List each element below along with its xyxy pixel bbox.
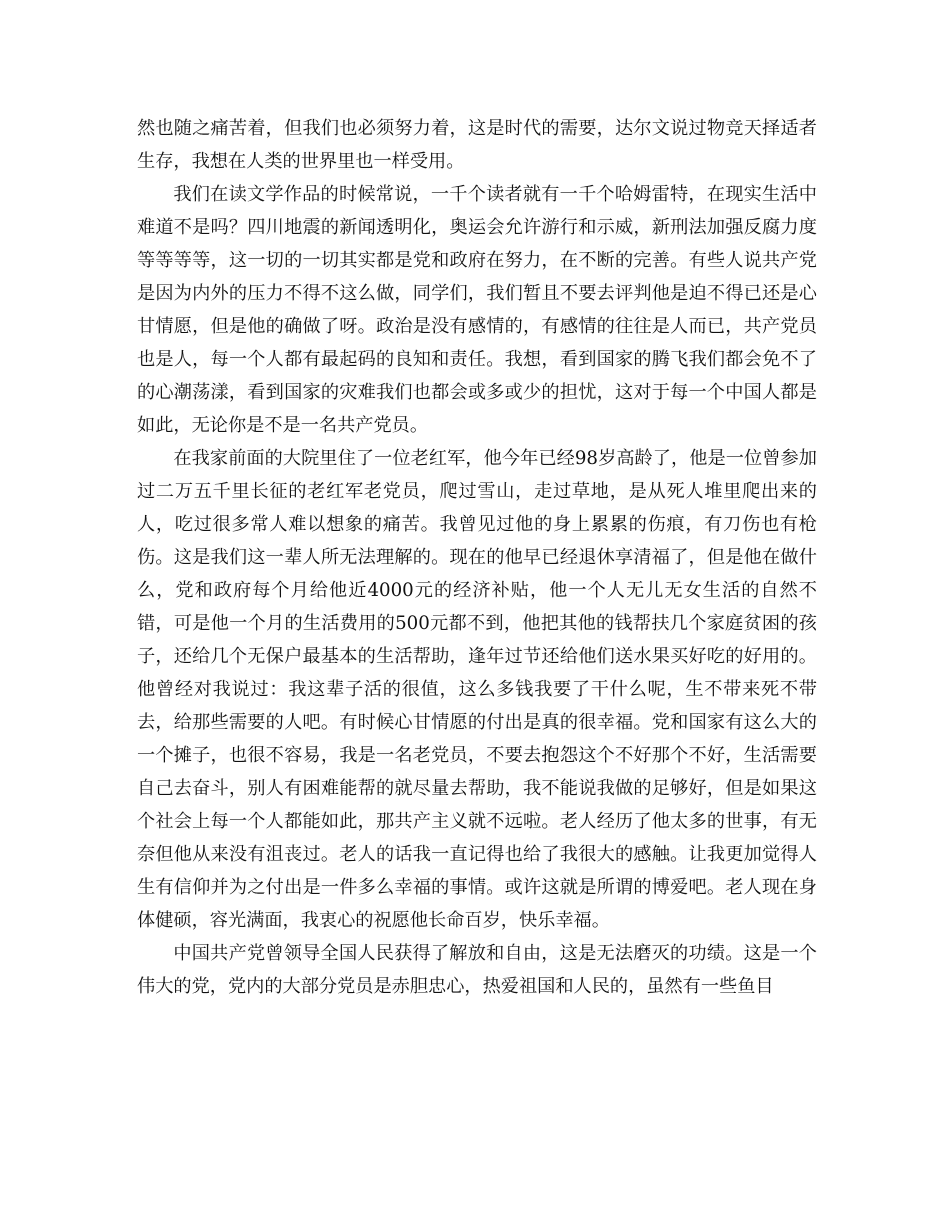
paragraph-1: 然也随之痛苦着，但我们也必须努力着，这是时代的需要，达尔文说过物竞天择适者生存，我想在人类的世界里也一样受用。 — [137, 118, 817, 172]
paragraph-3: 在我家前面的大院里住了一位老红军，他今年已经98岁高龄了，他是一位曾参加过二万五千里长征的老红军老党员，爬过雪山，走过草地，是从死人堆里爬出来的人，吃过很多常人难以想象的痛苦。我曾见过他的身上累累的伤痕，有刀伤也有枪伤。这是我们这一辈人所无法理解的。现在的他早已经退休享清福了，但是他在做什么，党和政府每个月给他近4000元的经济补贴，他一个人无儿无女生活的自然不错，可是他一个月的生活费用的500元都不到，他把其他的钱帮扶几个家庭贫困的孩子，还给几个无保户最基本的生活帮助，逢年过节还给他们送水果买好吃的好用的。他曾经对我说过：我这辈子活的很值，这么多钱我要了干什么呢，生不带来死不带去，给那些需要的人吧。有时候心甘情愿的付出是真的很幸福。党和国家有这么大的一个摊子，也很不容易，我是一名老党员，不要去抱怨这个不好那个不好，生活需要自己去奋斗，别人有困难能帮的就尽量去帮助，我不能说我做的足够好，但是如果这个社会上每一个人都能如此，那共产主义就不远啦。老人经历了他太多的世事，有无奈但他从来没有沮丧过。老人的话我一直记得也给了我很大的感触。让我更加觉得人生有信仰并为之付出是一件多么幸福的事情。或许这就是所谓的博爱吧。老人现在身体健硕，容光满面，我衷心的祝愿他长命百岁，快乐幸福。 — [137, 448, 817, 931]
paragraph-4: 中国共产党曾领导全国人民获得了解放和自由，这是无法磨灭的功绩。这是一个伟大的党，党内的大部分党员是赤胆忠心，热爱祖国和人民的，虽然有一些鱼目 — [137, 943, 817, 997]
document-body — [137, 112, 817, 1003]
paragraph-2: 我们在读文学作品的时候常说，一千个读者就有一千个哈姆雷特，在现实生活中难道不是吗？四川地震的新闻透明化，奥运会允许游行和示威，新刑法加强反腐力度等等等等，这一切的一切其实都是党和政府在努力，在不断的完善。有些人说共产党是因为内外的压力不得不这么做，同学们，我们暂且不要去评判他是迫不得已还是心甘情愿，但是他的确做了呀。政治是没有感情的，有感情的往往是人而已，共产党员也是人，每一个人都有最起码的良知和责任。我想，看到国家的腾飞我们都会免不了的心潮荡漾，看到国家的灾难我们也都会或多或少的担忧，这对于每一个中国人都是如此，无论你是不是一名共产党员。 — [137, 184, 817, 436]
